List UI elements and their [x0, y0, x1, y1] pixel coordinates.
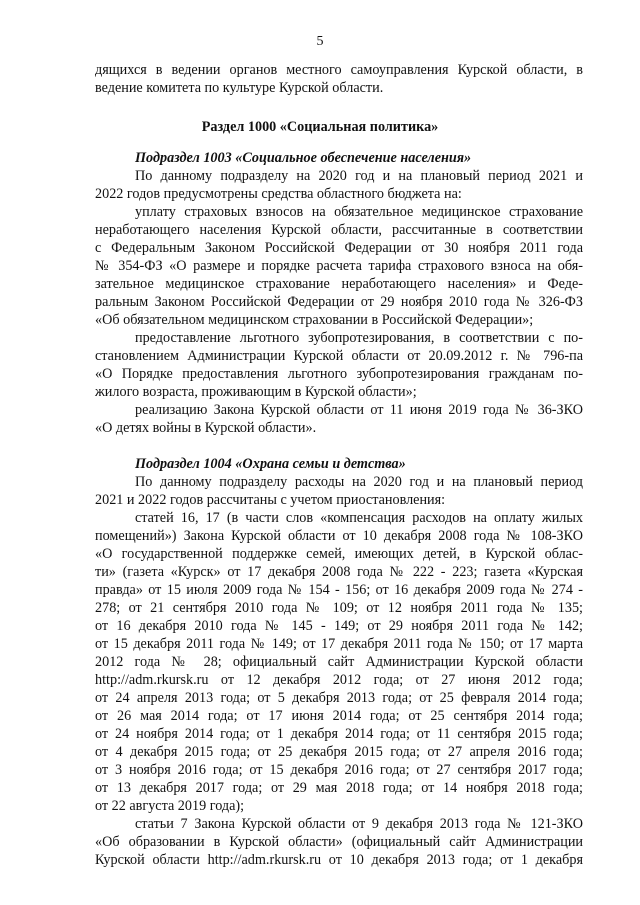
- text-line: «Об обязательном медицинском страховании в Российской Федерации»;: [95, 312, 534, 328]
- text-line: от 13 декабря 2017 года; от 29 мая 2018 года; от 14 ноября 2018 года;: [95, 780, 583, 796]
- text-line: № 354-ФЗ «О размере и порядке расчета тарифа страхового взноса на обя-: [95, 258, 583, 274]
- text-line: 2012 года № 28; официальный сайт Администрации Курской области: [95, 654, 583, 670]
- text-line: от 24 ноября 2014 года; от 1 декабря 2014 года; от 11 сентября 2015 года;: [95, 726, 583, 742]
- text-line: По данному подразделу расходы на 2020 год и на плановый период: [135, 474, 583, 490]
- text-line: 2021 и 2022 годов рассчитаны с учетом приостановления:: [95, 492, 446, 508]
- page-number: 5: [316, 34, 324, 49]
- text-line: ти» (газета «Курск» от 17 декабря 2008 года № 222 - 223; газета «Курская: [95, 564, 583, 580]
- section-heading: Раздел 1000 «Социальная политика»: [201, 119, 439, 135]
- text-line: уплату страховых взносов на обязательное медицинское страхование: [135, 204, 583, 220]
- text-line: от 16 декабря 2010 года № 145 - 149; от 29 ноября 2011 года № 142;: [95, 618, 583, 634]
- text-line: http://adm.rkursk.ru от 12 декабря 2012 года; от 27 июня 2012 года;: [95, 672, 583, 688]
- text-line: от 15 декабря 2011 года № 149; от 17 декабря 2011 года № 150; от 17 марта: [95, 636, 583, 652]
- text-line: статьи 7 Закона Курской области от 9 декабря 2013 года № 121-ЗКО: [135, 816, 583, 832]
- text-line: дящихся в ведении органов местного самоуправления Курской области, в: [95, 62, 583, 78]
- text-line: становлением Администрации Курской области от 20.09.2012 г. № 796-па: [95, 348, 583, 364]
- subsection-heading: Подраздел 1004 «Охрана семьи и детства»: [135, 456, 406, 472]
- text-line: жилого возраста, проживающим в Курской области»;: [95, 384, 417, 400]
- text-line: неработающего населения Курской области, рассчитанные в соответствии: [95, 222, 583, 238]
- text-line: от 4 декабря 2015 года; от 25 декабря 2015 года; от 27 апреля 2016 года;: [95, 744, 583, 760]
- text-line: предоставление льготного зубопротезирования, в соответствии с по-: [135, 330, 583, 346]
- text-line: «О Порядке предоставления льготного зубопротезирования гражданам по-: [95, 366, 583, 382]
- text-line: 278; от 21 сентября 2010 года № 109; от 12 ноября 2011 года № 135;: [95, 600, 583, 616]
- text-line: правда» от 15 июля 2009 года № 154 - 156; от 16 декабря 2009 года № 274 -: [95, 582, 583, 598]
- text-line: статей 16, 17 (в части слов «компенсация расходов на оплату жилых: [135, 510, 583, 526]
- text-line: ведение комитета по культуре Курской области.: [95, 80, 384, 96]
- text-line: «О государственной поддержке семей, имеющих детей, в Курской облас-: [95, 546, 583, 562]
- text-line: ральным Законом Российской Федерации от 29 ноября 2010 года № 326-ФЗ: [95, 294, 583, 310]
- text-line: помещений») Закона Курской области от 10 декабря 2008 года № 108-ЗКО: [95, 528, 583, 544]
- text-line: зательное медицинское страхование неработающего населения» и Феде-: [95, 276, 583, 292]
- text-line: с Федеральным Законом Российской Федерации от 30 ноября 2011 года: [95, 240, 583, 256]
- text-line: 2022 годов предусмотрены средства областного бюджета на:: [95, 186, 462, 202]
- text-line: реализацию Закона Курской области от 11 июня 2019 года № 36-ЗКО: [135, 402, 583, 418]
- text-line: По данному подразделу на 2020 год и на плановый период 2021 и: [135, 168, 583, 184]
- text-line: от 22 августа 2019 года);: [95, 798, 245, 814]
- text-line: Курской области http://adm.rkursk.ru от 10 декабря 2013 года; от 1 декабря: [95, 852, 583, 868]
- subsection-heading: Подраздел 1003 «Социальное обеспечение населения»: [135, 150, 472, 166]
- text-line: «О детях войны в Курской области».: [95, 420, 317, 436]
- text-line: «Об образовании в Курской области» (официальный сайт Администрации: [95, 834, 583, 850]
- text-line: от 26 мая 2014 года; от 17 июня 2014 года; от 25 сентября 2014 года;: [95, 708, 583, 724]
- text-line: от 3 ноября 2016 года; от 15 декабря 2016 года; от 27 сентября 2017 года;: [95, 762, 583, 778]
- text-line: от 24 апреля 2013 года; от 5 декабря 2013 года; от 25 февраля 2014 года;: [95, 690, 583, 706]
